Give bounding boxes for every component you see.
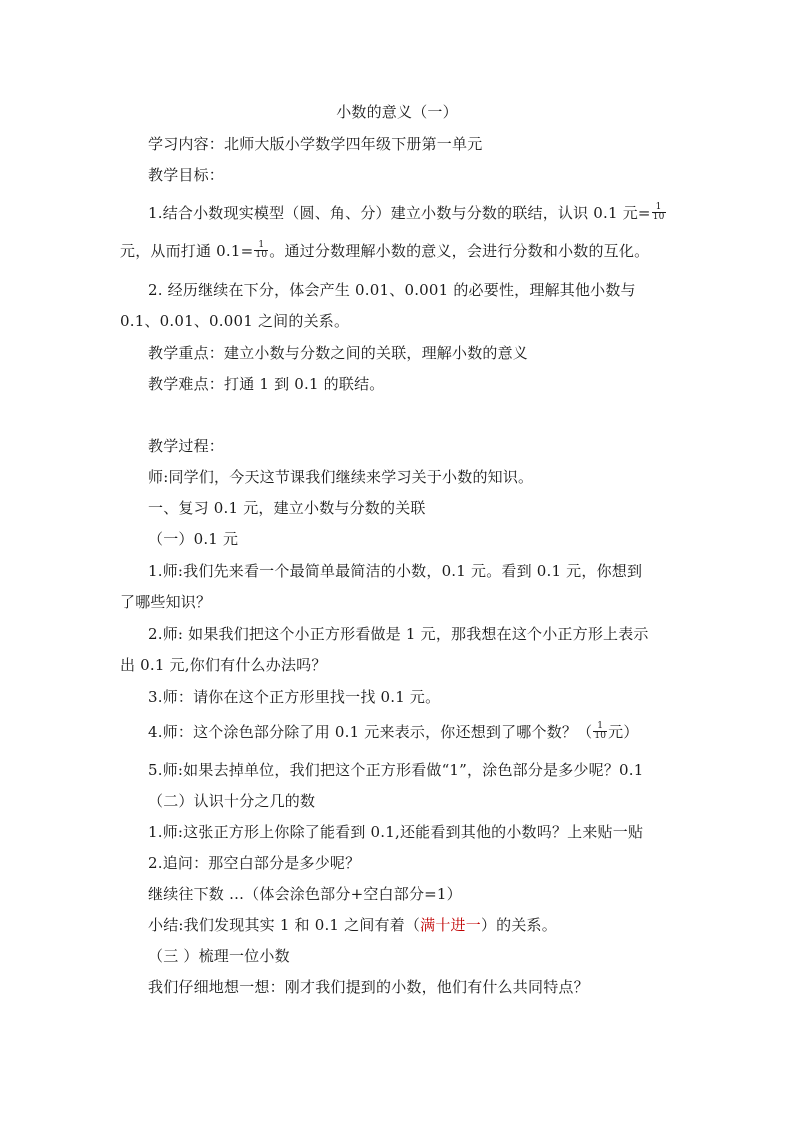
subsection-1-heading: （一）0.1 元 — [148, 530, 239, 548]
closing-question: 我们仔细地想一想：刚才我们提到的小数，他们有什么共同特点？ — [148, 978, 589, 996]
paragraph-5: 5.师:如果去掉单位，我们把这个正方形看做“1”，涂色部分是多少呢？0.1 — [148, 761, 644, 779]
subsection-2-heading: （二）认识十分之几的数 — [148, 792, 316, 810]
objective-2-line-2: 0.1、0.01、0.001 之间的关系。 — [120, 312, 350, 330]
paragraph-1-line-1: 1.师:我们先来看一个最简单最简洁的小数，0.1 元。看到 0.1 元，你想到 — [148, 562, 643, 580]
paragraph-4 — [148, 722, 639, 743]
question-2: 2.追问：那空白部分是多少呢？ — [148, 854, 361, 872]
summary-highlight: 满十进一 — [420, 916, 481, 934]
question-1: 1.师:这张正方形上你除了能看到 0.1,还能看到其他的小数吗？上来贴一贴 — [148, 823, 644, 841]
summary-pre: 小结:我们发现其实 1 和 0.1 之间有着（ — [148, 916, 421, 934]
paragraph-1-line-2: 了哪些知识？ — [120, 593, 212, 611]
fraction-one-tenth: $\frac{1}{10}$ — [652, 201, 665, 222]
page-title: 小数的意义（一） — [336, 103, 458, 121]
paragraph-4-text: 4.师：这个涂色部分除了用 0.1 元来表示，你还想到了哪个数？（ — [148, 723, 593, 741]
objective-1-cont-a: 元，从而打通 0.1= — [120, 242, 254, 260]
paragraph-4-tail: 元） — [608, 723, 639, 741]
paragraph-2-line-1: 2.师: 如果我们把这个小正方形看做是 1 元，那我想在这个小正方形上表示 — [148, 625, 649, 643]
question-3: 继续往下数 …（体会涂色部分+空白部分=1） — [148, 885, 462, 903]
summary-post: ）的关系。 — [480, 916, 557, 934]
objective-1-text: 1.结合小数现实模型（圆、角、分）建立小数与分数的联结，认识 0.1 元= — [148, 204, 651, 222]
summary-line — [148, 915, 557, 935]
fraction-one-tenth: $\frac{1}{10}$ — [255, 239, 268, 260]
process-heading: 教学过程： — [148, 437, 225, 455]
key-point: 教学重点：建立小数与分数之间的关联，理解小数的意义 — [148, 344, 529, 362]
difficult-point: 教学难点：打通 1 到 0.1 的联结。 — [148, 375, 385, 393]
objective-2-line-1: 2. 经历继续在下分，体会产生 0.01、0.001 的必要性，理解其他小数与 — [148, 281, 636, 299]
paragraph-3: 3.师：请你在这个正方形里找一找 0.1 元。 — [148, 688, 441, 706]
objectives-heading: 教学目标： — [148, 166, 225, 184]
fraction-one-tenth: $\frac{1}{10}$ — [594, 720, 607, 741]
teacher-intro: 师:同学们，今天这节课我们继续来学习关于小数的知识。 — [148, 468, 534, 486]
objective-1-line-2 — [120, 241, 649, 262]
subsection-3-heading: （三 ）梳理一位小数 — [148, 947, 290, 965]
content-line: 学习内容：北师大版小学数学四年级下册第一单元 — [148, 135, 483, 153]
section-1-heading: 一、复习 0.1 元，建立小数与分数的关联 — [148, 499, 426, 517]
objective-1-cont-b: 。通过分数理解小数的意义，会进行分数和小数的互化。 — [269, 242, 650, 260]
paragraph-2-line-2: 出 0.1 元,你们有什么办法吗？ — [120, 656, 327, 674]
objective-1-line-1 — [148, 203, 667, 224]
